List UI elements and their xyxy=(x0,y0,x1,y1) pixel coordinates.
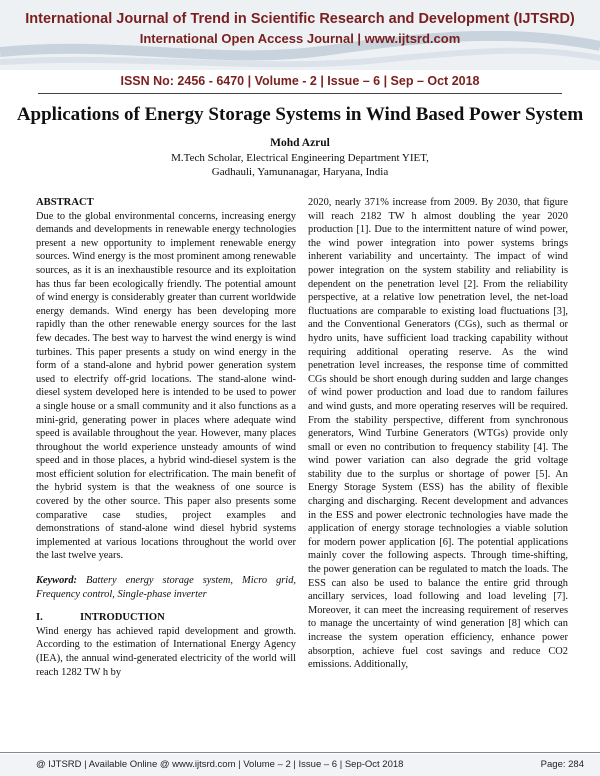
right-column xyxy=(308,196,568,672)
journal-subtitle: International Open Access Journal | www.ijtsrd.com xyxy=(139,31,461,46)
left-column xyxy=(36,196,296,679)
keywords-label: Keyword: xyxy=(36,575,77,587)
abstract-heading: ABSTRACT xyxy=(36,197,94,208)
page-footer xyxy=(0,754,600,776)
header-divider xyxy=(38,93,562,94)
introduction-heading xyxy=(36,611,296,625)
author-name: Mohd Azrul xyxy=(270,137,330,149)
section-number: I. xyxy=(36,612,43,624)
journal-title: International Journal of Trend in Scientific Research and Development (IJTSRD) xyxy=(25,11,575,27)
author-affiliation-line-2: Gadhauli, Yamunanagar, Haryana, India xyxy=(211,166,389,178)
page-number: Page: 284 xyxy=(540,759,584,770)
issn-volume-line: ISSN No: 2456 - 6470 | Volume - 2 | Issue – 6 | Sep – Oct 2018 xyxy=(120,74,480,88)
footer-divider xyxy=(0,752,600,753)
abstract-text: Due to the global environmental concerns, increasing energy demands and developments in renewable energy technologies present a new opportunity to implement renewable energy sources. Wind energy is the most prominent among renewable sources, as it is an inexhaustible resource and its exploitation has thus far been ecologically friendly. The potential amount of wind energy is considerably greater than current worldwide energy demands. Wind energy has been developing more rapidly than the other renewable energy sources for the last few decades. The best way to harvest the wind energy is wind turbines. This paper presents a study on wind energy in the form of a stand-alone and hybrid power generation system used to electrify off-grid locations. The stand-alone wind-diesel system developed here is intended to be used to power a single house or a small community and it also functions as a mini-grid, generating power in places where adequate wind speed is available throughout the year. However, many places throughout the world experience unsteady amounts of wind speed and in those places, a hybrid wind-diesel system is the most efficient solution for electrification. The main benefit of the hybrid system is that the weakness of one source is covered by the other source. This paper also presents some comparative case studies, project examples and demonstrations of stand-alone wind diesel hybrid systems implemented at various locations throughout the world over the last twelve years. xyxy=(36,210,296,562)
journal-header xyxy=(0,0,600,70)
footer-citation: @ IJTSRD | Available Online @ www.ijtsrd.com | Volume – 2 | Issue – 6 | Sep-Oct 2018 xyxy=(36,759,404,770)
introduction-text: Wind energy has achieved rapid development and growth. According to the estimation of International Energy Agency (IEA), the annual wind-generated electricity of the world will reach 1282 TW h by xyxy=(36,625,296,678)
paper-title: Applications of Energy Storage Systems in Wind Based Power System xyxy=(16,104,584,125)
keywords xyxy=(36,574,296,601)
section-title: INTRODUCTION xyxy=(80,612,165,624)
keywords-text: Battery energy storage system, Micro grid, Frequency control, Single-phase inverter xyxy=(36,575,296,600)
author-affiliation-line-1: M.Tech Scholar, Electrical Engineering Department YIET, xyxy=(171,152,429,164)
right-column-text: 2020, nearly 371% increase from 2009. By 2030, that figure will reach 2182 TW h almost doubling the year 2020 production [1]. Due to the intermittent nature of wind power, the wind power integration into power systems brings inherent variability and uncertainty. The impact of wind power integration on the system stability and reliability is dependent on the penetration level [2]. From the reliability perspective, at a relative low penetration level, the net-load fluctuations are comparable to existing load fluctuations [3], and the Conventional Generators (CGs), such as thermal or hydro units, have sufficient load tracking capability without requiring additional operating reserve. As the wind penetration level increases, the response time of committed CGs should be short enough during sudden and large changes of wind power production and load due to random failures and wind gusts, and more operating reserves will be required. From the stability perspective, different from synchronous generators, Wind Turbine Generators (WTGs) provide only small or even no contribution to frequency stability [4]. The wind power variation can also degrade the grid voltage stability due to the surplus or shortage of power [5]. An Energy Storage System (ESS) has the ability of flexible charging and discharging. Recent development and advances in the ESS and power electronic technologies have made the application of energy storage technologies a viable solution for modern power application [6]. The potential applications mainly cover the following aspects. Through time-shifting, the power generation can be regulated to match the loads. The ESS can also be used to balance the entire grid through ancillary services, load following and load leveling [7]. Moreover, it can meet the increasing requirement of reserves to manage the uncertainty of wind generation [8] which can increase the system operation efficiency, enhance power absorption, achieve fuel cost savings and reduce CO2 emissions. Additionally, xyxy=(308,197,568,671)
